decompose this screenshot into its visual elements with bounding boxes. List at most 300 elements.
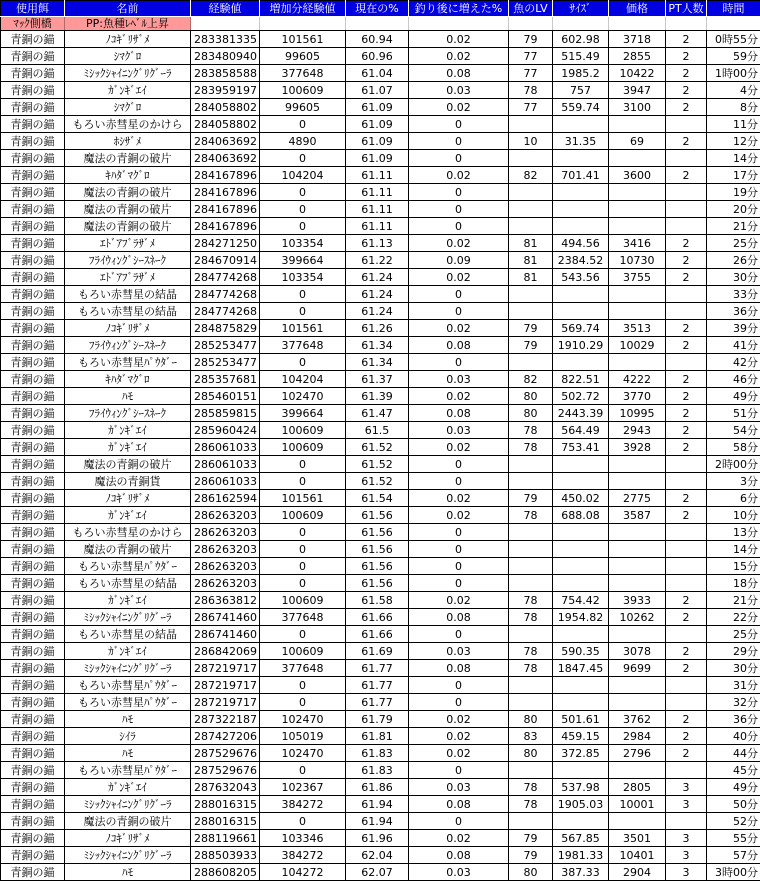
cell-exp-gain: 0: [260, 150, 346, 167]
cell-current-pct: 61.09: [346, 150, 409, 167]
table-row: [1, 864, 760, 881]
cell-fish-lv: 77: [509, 65, 553, 82]
cell-bait: 青銅の錨: [1, 694, 65, 711]
cell-fish-lv: [509, 694, 553, 711]
cell-fish-lv: [509, 524, 553, 541]
cell-size: 1981.33: [553, 847, 609, 864]
info-row: [1, 17, 760, 31]
cell-exp-gain: 399664: [260, 252, 346, 269]
cell-price: [609, 303, 666, 320]
cell-fish-lv: [509, 541, 553, 558]
cell-bait: 青銅の錨: [1, 864, 65, 881]
cell-gain-pct: 0.03: [409, 779, 509, 796]
cell-time: 39分: [707, 320, 760, 337]
cell-bait: 青銅の錨: [1, 235, 65, 252]
cell-fish-lv: 80: [509, 745, 553, 762]
cell-pt-count: [666, 456, 707, 473]
cell-exp: 284058802: [191, 116, 260, 133]
col-header-price: 価格: [609, 1, 666, 17]
cell-time: 44分: [707, 745, 760, 762]
cell-exp: 283381335: [191, 31, 260, 48]
cell-time: 25分: [707, 626, 760, 643]
cell-current-pct: 61.54: [346, 490, 409, 507]
cell-exp-gain: 384272: [260, 847, 346, 864]
cell-exp: 286061033: [191, 456, 260, 473]
cell-bait: 青銅の錨: [1, 405, 65, 422]
cell-price: [609, 473, 666, 490]
cell-name: 魔法の青銅の破片: [65, 456, 191, 473]
cell-price: 3928: [609, 439, 666, 456]
cell-time: 46分: [707, 371, 760, 388]
cell-price: 9699: [609, 660, 666, 677]
table-row: [1, 439, 760, 456]
cell-size: [553, 116, 609, 133]
cell-current-pct: 61.24: [346, 303, 409, 320]
cell-price: 10001: [609, 796, 666, 813]
cell-current-pct: 60.96: [346, 48, 409, 65]
cell-time: 49分: [707, 388, 760, 405]
cell-gain-pct: 0.08: [409, 660, 509, 677]
cell-gain-pct: 0.02: [409, 507, 509, 524]
cell-fish-lv: [509, 116, 553, 133]
cell-exp: 284271250: [191, 235, 260, 252]
table-row: [1, 745, 760, 762]
cell-exp: 285460151: [191, 388, 260, 405]
cell-exp: 287219717: [191, 677, 260, 694]
cell-fish-lv: [509, 762, 553, 779]
cell-pt-count: [666, 150, 707, 167]
cell-bait: 青銅の錨: [1, 99, 65, 116]
cell-exp: 285960424: [191, 422, 260, 439]
cell-current-pct: 61.34: [346, 354, 409, 371]
cell-pt-count: 2: [666, 490, 707, 507]
cell-size: 543.56: [553, 269, 609, 286]
info-empty-cell: [707, 17, 760, 31]
cell-exp-gain: 0: [260, 218, 346, 235]
cell-name: ｴﾄﾞｱﾌﾞﾗｻﾞﾒ: [65, 235, 191, 252]
cell-name: ｶﾞﾝｷﾞｴｲ: [65, 592, 191, 609]
cell-gain-pct: 0: [409, 541, 509, 558]
cell-current-pct: 62.04: [346, 847, 409, 864]
cell-price: 10262: [609, 609, 666, 626]
cell-name: もろい赤彗星の結晶: [65, 303, 191, 320]
cell-exp-gain: 0: [260, 677, 346, 694]
cell-price: 2805: [609, 779, 666, 796]
cell-name: ﾉｺｷﾞﾘｻﾞﾒ: [65, 320, 191, 337]
cell-fish-lv: [509, 575, 553, 592]
cell-size: 753.41: [553, 439, 609, 456]
cell-size: [553, 813, 609, 830]
cell-name: ｼﾏｸﾞﾛ: [65, 48, 191, 65]
table-row: [1, 150, 760, 167]
cell-exp-gain: 102470: [260, 388, 346, 405]
cell-fish-lv: 78: [509, 507, 553, 524]
cell-exp: 287219717: [191, 694, 260, 711]
cell-name: 魔法の青銅の破片: [65, 184, 191, 201]
cell-gain-pct: 0.02: [409, 728, 509, 745]
cell-gain-pct: 0.03: [409, 864, 509, 881]
cell-gain-pct: 0.03: [409, 82, 509, 99]
cell-fish-lv: 10: [509, 133, 553, 150]
cell-fish-lv: 78: [509, 779, 553, 796]
cell-pt-count: 2: [666, 337, 707, 354]
cell-size: 1847.45: [553, 660, 609, 677]
cell-bait: 青銅の錨: [1, 337, 65, 354]
cell-gain-pct: 0.08: [409, 65, 509, 82]
cell-price: [609, 626, 666, 643]
cell-bait: 青銅の錨: [1, 422, 65, 439]
cell-time: 14分: [707, 541, 760, 558]
cell-price: 2855: [609, 48, 666, 65]
cell-gain-pct: 0.02: [409, 439, 509, 456]
cell-current-pct: 61.37: [346, 371, 409, 388]
cell-pt-count: [666, 524, 707, 541]
cell-fish-lv: 81: [509, 269, 553, 286]
table-row: [1, 728, 760, 745]
cell-time: 19分: [707, 184, 760, 201]
cell-exp: 288503933: [191, 847, 260, 864]
cell-price: 4222: [609, 371, 666, 388]
cell-size: 1985.2: [553, 65, 609, 82]
cell-size: [553, 150, 609, 167]
cell-fish-lv: 77: [509, 99, 553, 116]
cell-exp-gain: 0: [260, 524, 346, 541]
cell-name: ｶﾞﾝｷﾞｴｲ: [65, 507, 191, 524]
cell-bait: 青銅の錨: [1, 269, 65, 286]
cell-bait: 青銅の錨: [1, 167, 65, 184]
cell-time: 4分: [707, 82, 760, 99]
table-row: [1, 354, 760, 371]
header-row: [1, 1, 760, 17]
cell-pt-count: [666, 626, 707, 643]
cell-time: 36分: [707, 711, 760, 728]
cell-size: [553, 762, 609, 779]
cell-current-pct: 61.5: [346, 422, 409, 439]
col-header-exp: 経験値: [191, 1, 260, 17]
cell-size: 757: [553, 82, 609, 99]
cell-size: 754.42: [553, 592, 609, 609]
cell-price: 10730: [609, 252, 666, 269]
cell-fish-lv: 78: [509, 660, 553, 677]
cell-bait: 青銅の錨: [1, 456, 65, 473]
cell-size: 537.98: [553, 779, 609, 796]
cell-name: ｶﾞﾝｷﾞｴｲ: [65, 422, 191, 439]
cell-pt-count: [666, 201, 707, 218]
cell-gain-pct: 0: [409, 524, 509, 541]
cell-size: [553, 354, 609, 371]
cell-pt-count: 2: [666, 660, 707, 677]
cell-time: 10分: [707, 507, 760, 524]
cell-bait: 青銅の錨: [1, 592, 65, 609]
cell-bait: 青銅の錨: [1, 82, 65, 99]
cell-size: 31.35: [553, 133, 609, 150]
cell-gain-pct: 0.09: [409, 252, 509, 269]
table-row: [1, 337, 760, 354]
cell-name: ﾉｺｷﾞﾘｻﾞﾒ: [65, 490, 191, 507]
cell-current-pct: 61.09: [346, 116, 409, 133]
cell-current-pct: 62.07: [346, 864, 409, 881]
cell-current-pct: 61.66: [346, 626, 409, 643]
cell-pt-count: 2: [666, 269, 707, 286]
cell-fish-lv: 81: [509, 235, 553, 252]
cell-fish-lv: [509, 813, 553, 830]
cell-pt-count: [666, 303, 707, 320]
cell-price: [609, 286, 666, 303]
cell-name: ｷﾊﾀﾞﾏｸﾞﾛ: [65, 371, 191, 388]
cell-exp-gain: 0: [260, 558, 346, 575]
cell-exp: 286162594: [191, 490, 260, 507]
table-row: [1, 456, 760, 473]
cell-time: 57分: [707, 847, 760, 864]
table-row: [1, 779, 760, 796]
table-row: [1, 218, 760, 235]
cell-name: ｶﾞﾝｷﾞｴｲ: [65, 779, 191, 796]
cell-gain-pct: 0: [409, 558, 509, 575]
cell-size: [553, 558, 609, 575]
cell-current-pct: 61.47: [346, 405, 409, 422]
cell-size: 459.15: [553, 728, 609, 745]
table-row: [1, 167, 760, 184]
cell-gain-pct: 0.02: [409, 592, 509, 609]
cell-fish-lv: 78: [509, 439, 553, 456]
cell-price: [609, 150, 666, 167]
table-row: [1, 252, 760, 269]
cell-exp-gain: 0: [260, 201, 346, 218]
cell-exp-gain: 4890: [260, 133, 346, 150]
cell-exp: 285859815: [191, 405, 260, 422]
cell-size: 2443.39: [553, 405, 609, 422]
cell-price: 3755: [609, 269, 666, 286]
cell-current-pct: 61.52: [346, 439, 409, 456]
cell-exp-gain: 100609: [260, 82, 346, 99]
cell-exp-gain: 0: [260, 184, 346, 201]
cell-name: ﾌﾗｲｳｨﾝｸﾞｼｰｽﾈｰｸ: [65, 405, 191, 422]
cell-gain-pct: 0.02: [409, 830, 509, 847]
table-row: [1, 796, 760, 813]
cell-time: 55分: [707, 830, 760, 847]
cell-exp: 284063692: [191, 150, 260, 167]
cell-gain-pct: 0.02: [409, 320, 509, 337]
cell-fish-lv: [509, 303, 553, 320]
cell-time: 52分: [707, 813, 760, 830]
cell-price: [609, 813, 666, 830]
cell-fish-lv: [509, 473, 553, 490]
cell-bait: 青銅の錨: [1, 65, 65, 82]
cell-exp: 284774268: [191, 269, 260, 286]
cell-gain-pct: 0.02: [409, 48, 509, 65]
cell-size: [553, 626, 609, 643]
cell-exp-gain: 377648: [260, 65, 346, 82]
cell-pt-count: 2: [666, 422, 707, 439]
cell-pt-count: 3: [666, 847, 707, 864]
cell-exp-gain: 0: [260, 626, 346, 643]
cell-size: 515.49: [553, 48, 609, 65]
cell-fish-lv: 77: [509, 48, 553, 65]
cell-fish-lv: 78: [509, 592, 553, 609]
cell-price: 3947: [609, 82, 666, 99]
cell-pt-count: 3: [666, 779, 707, 796]
cell-name: ｶﾞﾝｷﾞｴｲ: [65, 82, 191, 99]
cell-time: 0時55分: [707, 31, 760, 48]
cell-gain-pct: 0.08: [409, 337, 509, 354]
col-header-time: 時間: [707, 1, 760, 17]
cell-name: ﾐｼｯｸｼｬｲﾆﾝｸﾞﾘｸﾞｰﾗ: [65, 65, 191, 82]
cell-size: 387.33: [553, 864, 609, 881]
cell-price: 10401: [609, 847, 666, 864]
cell-pt-count: [666, 473, 707, 490]
cell-bait: 青銅の錨: [1, 609, 65, 626]
table-row: [1, 592, 760, 609]
cell-gain-pct: 0.02: [409, 388, 509, 405]
cell-exp-gain: 102367: [260, 779, 346, 796]
cell-name: ｶﾞﾝｷﾞｴｲ: [65, 439, 191, 456]
cell-time: 21分: [707, 592, 760, 609]
cell-pt-count: 2: [666, 592, 707, 609]
cell-size: [553, 184, 609, 201]
info-empty-cell: [666, 17, 707, 31]
col-header-exp-gain: 増加分経験値: [260, 1, 346, 17]
table-row: [1, 813, 760, 830]
cell-price: [609, 184, 666, 201]
cell-price: 3718: [609, 31, 666, 48]
cell-pt-count: 2: [666, 371, 707, 388]
cell-name: ﾐｼｯｸｼｬｲﾆﾝｸﾞﾘｸﾞｰﾗ: [65, 660, 191, 677]
cell-time: 49分: [707, 779, 760, 796]
cell-size: 567.85: [553, 830, 609, 847]
cell-exp-gain: 384272: [260, 796, 346, 813]
cell-fish-lv: [509, 354, 553, 371]
cell-bait: 青銅の錨: [1, 575, 65, 592]
cell-exp-gain: 103354: [260, 269, 346, 286]
cell-gain-pct: 0.03: [409, 371, 509, 388]
cell-pt-count: [666, 677, 707, 694]
cell-name: 魔法の青銅の破片: [65, 541, 191, 558]
table-row: [1, 643, 760, 660]
cell-gain-pct: 0.08: [409, 405, 509, 422]
cell-fish-lv: 80: [509, 864, 553, 881]
cell-exp: 284774268: [191, 286, 260, 303]
cell-bait: 青銅の錨: [1, 286, 65, 303]
cell-exp: 287219717: [191, 660, 260, 677]
cell-exp: 284167896: [191, 184, 260, 201]
cell-current-pct: 61.56: [346, 558, 409, 575]
col-header-size: ｻｲｽﾞ: [553, 1, 609, 17]
cell-time: 41分: [707, 337, 760, 354]
cell-price: [609, 677, 666, 694]
cell-pt-count: [666, 694, 707, 711]
cell-name: ﾌﾗｲｳｨﾝｸﾞｼｰｽﾈｰｸ: [65, 337, 191, 354]
cell-price: 3587: [609, 507, 666, 524]
cell-exp-gain: 399664: [260, 405, 346, 422]
cell-exp-gain: 103346: [260, 830, 346, 847]
cell-exp-gain: 0: [260, 456, 346, 473]
cell-bait: 青銅の錨: [1, 626, 65, 643]
cell-exp: 287322187: [191, 711, 260, 728]
cell-gain-pct: 0: [409, 694, 509, 711]
cell-exp-gain: 0: [260, 813, 346, 830]
cell-size: 559.74: [553, 99, 609, 116]
cell-time: 29分: [707, 643, 760, 660]
cell-exp: 283480940: [191, 48, 260, 65]
cell-gain-pct: 0.08: [409, 796, 509, 813]
cell-pt-count: 2: [666, 405, 707, 422]
cell-name: もろい赤彗星の結晶: [65, 575, 191, 592]
cell-name: ｶﾞﾝｷﾞｴｲ: [65, 643, 191, 660]
col-header-gain-pct: 釣り後に増えた%: [409, 1, 509, 17]
cell-bait: 青銅の錨: [1, 762, 65, 779]
cell-time: 26分: [707, 252, 760, 269]
cell-size: 822.51: [553, 371, 609, 388]
cell-exp: 286263203: [191, 507, 260, 524]
cell-time: 21分: [707, 218, 760, 235]
cell-fish-lv: 83: [509, 728, 553, 745]
cell-gain-pct: 0: [409, 116, 509, 133]
cell-size: 372.85: [553, 745, 609, 762]
cell-bait: 青銅の錨: [1, 133, 65, 150]
table-body: [1, 31, 760, 881]
cell-exp: 287427206: [191, 728, 260, 745]
cell-pt-count: [666, 575, 707, 592]
cell-exp-gain: 104204: [260, 371, 346, 388]
cell-size: [553, 286, 609, 303]
info-empty-cell: [609, 17, 666, 31]
cell-bait: 青銅の錨: [1, 558, 65, 575]
cell-current-pct: 61.77: [346, 660, 409, 677]
cell-size: 2384.52: [553, 252, 609, 269]
table-row: [1, 371, 760, 388]
cell-fish-lv: [509, 150, 553, 167]
cell-bait: 青銅の錨: [1, 116, 65, 133]
cell-exp: 283858588: [191, 65, 260, 82]
cell-current-pct: 61.81: [346, 728, 409, 745]
cell-bait: 青銅の錨: [1, 677, 65, 694]
cell-size: 569.74: [553, 320, 609, 337]
cell-gain-pct: 0.02: [409, 490, 509, 507]
cell-exp: 285253477: [191, 337, 260, 354]
cell-gain-pct: 0: [409, 813, 509, 830]
cell-size: [553, 524, 609, 541]
table-row: [1, 830, 760, 847]
cell-exp: 285253477: [191, 354, 260, 371]
cell-current-pct: 61.24: [346, 269, 409, 286]
cell-exp: 288608205: [191, 864, 260, 881]
cell-fish-lv: 79: [509, 830, 553, 847]
cell-price: 3600: [609, 167, 666, 184]
cell-exp-gain: 99605: [260, 99, 346, 116]
cell-size: 688.08: [553, 507, 609, 524]
cell-size: 1910.29: [553, 337, 609, 354]
cell-bait: 青銅の錨: [1, 150, 65, 167]
cell-exp: 284058802: [191, 99, 260, 116]
cell-exp-gain: 101561: [260, 31, 346, 48]
cell-gain-pct: 0.08: [409, 609, 509, 626]
cell-gain-pct: 0: [409, 762, 509, 779]
cell-name: ﾉｺｷﾞﾘｻﾞﾒ: [65, 830, 191, 847]
cell-time: 6分: [707, 490, 760, 507]
cell-exp: 283959197: [191, 82, 260, 99]
info-empty-cell: [346, 17, 409, 31]
cell-gain-pct: 0.02: [409, 745, 509, 762]
cell-price: 3933: [609, 592, 666, 609]
cell-bait: 青銅の錨: [1, 218, 65, 235]
cell-name: 魔法の青銅の破片: [65, 813, 191, 830]
cell-current-pct: 61.56: [346, 575, 409, 592]
cell-time: 3分: [707, 473, 760, 490]
cell-exp: 287632043: [191, 779, 260, 796]
table-row: [1, 31, 760, 48]
cell-time: 12分: [707, 133, 760, 150]
cell-time: 20分: [707, 201, 760, 218]
